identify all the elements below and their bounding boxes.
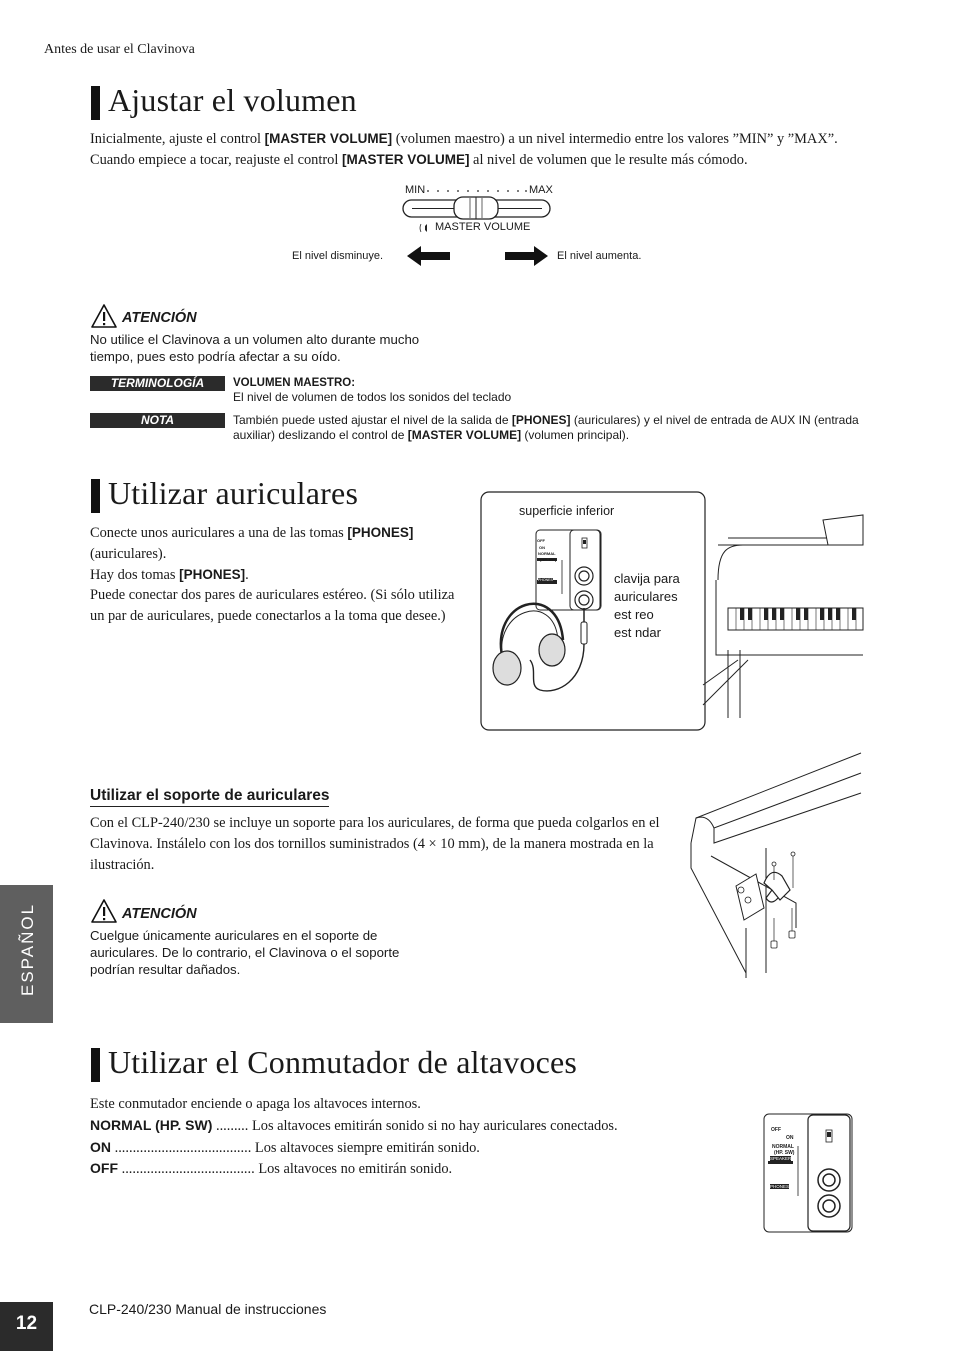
text: Conecte unos auriculares a una de las tomas [90,525,348,541]
paragraph-line: Puede conectar dos pares de auriculares estéreo. (Si sólo utiliza un par de auriculares, puede conectarlos a la toma que desee.) [90,587,455,625]
caution-text: Cuelgue únicamente auriculares en el soporte de auriculares. De lo contrario, el Clavinova o el soporte podrían resultar dañados. [90,928,400,977]
terminology-title: VOLUMEN MAESTRO: [233,377,356,389]
volume-paragraph [90,129,880,171]
speaker-switch-text [90,1094,710,1180]
item-term: ON [90,1138,111,1155]
item-term: NORMAL (HP. SW) [90,1116,213,1133]
text: Inicialmente, ajuste el control [90,131,265,147]
speaker-intro: Este conmutador enciende o apaga los altavoces internos. [90,1096,421,1112]
control-name: [MASTER VOLUME] [341,151,470,167]
control-name: [PHONES] [179,566,246,582]
page-number: 12 [0,1302,53,1351]
text: al nivel de volumen que le resulte más cómodo. [469,151,748,168]
switch-off-label: OFF [771,1127,781,1133]
caution-title: ATENCIÓN [122,906,197,922]
subsection-title: Utilizar el soporte de auriculares [90,787,329,807]
text: (volumen maestro) a un nivel intermedio entre los valores ”MIN” y ”MAX”. Cuando empiece a tocar, reajuste el control [90,131,838,168]
speaker-label: SPEAKER [770,1156,792,1161]
decrease-caption: El nivel disminuye. [292,250,384,262]
item-desc: Los altavoces no emitirán sonido. [258,1161,453,1178]
paragraph-line [90,523,462,565]
arrow-right-icon [504,244,548,268]
caution-title: ATENCIÓN [122,310,197,326]
dot-leader: ......... [212,1117,252,1134]
speaker-icon [425,224,427,232]
text: (volumen principal). [521,428,630,442]
switch-normal-label: NORMAL [772,1144,794,1150]
control-name: [MASTER VOLUME] [264,131,393,146]
terminology-tag: TERMINOLOGÍA [90,376,225,391]
text: (auriculares). [90,545,167,562]
text: También puede usted ajustar el nivel de la salida de [233,413,512,427]
section-title-speaker: Utilizar el Conmutador de altavoces [108,1044,578,1080]
warning-icon [90,898,118,924]
switch-on-label: ON [786,1135,794,1141]
speaker-item [90,1115,710,1137]
terminology-text: El nivel de volumen de todos los sonidos del teclado [233,390,512,404]
running-header: Antes de usar el Clavinova [44,42,195,57]
surface-label: superficie inferior [519,504,615,518]
max-label: MAX [529,184,553,196]
control-name: [PHONES] [347,525,414,540]
dot-leader: ..................................... [118,1161,259,1178]
switch-off-label: OFF [537,538,545,543]
dot-leader: ...................................... [111,1139,255,1156]
jack-label-line: auriculares [614,589,678,604]
jack-label-line: est ndar [614,625,661,640]
speaker-item [90,1137,710,1159]
heading-bar [91,86,100,120]
speaker-item [90,1158,710,1180]
item-desc: Los altavoces emitirán sonido si no hay auriculares conectados. [251,1117,618,1134]
caution-text: No utilice el Clavinova a un volumen alto durante mucho tiempo, pues esto podría afectar a su oído. [90,332,420,364]
master-volume-label: MASTER VOLUME [435,221,531,233]
switch-normal-label: NORMAL [538,551,556,556]
item-desc: Los altavoces siempre emitirán sonido. [254,1139,480,1156]
footer-text: CLP-240/230 Manual de instrucciones [89,1301,327,1317]
paragraph-line [90,565,462,586]
subsection-text: Con el CLP-240/230 se incluye un soporte para los auriculares, de forma que pueda colgarlos en el Clavinova. Instálelo con los dos tornillos suministrados (4 × 10 mm), de la manera mostrada en la ilustración. [90,815,660,873]
control-name: [MASTER VOLUME] [407,428,522,442]
text: . [245,566,249,583]
min-label: MIN [405,184,426,196]
note-tag: NOTA [90,413,225,428]
headphones-paragraph [90,523,462,627]
note-text [233,413,863,443]
heading-bar [91,479,100,513]
arrow-left-icon [407,244,451,268]
jack-label-line: clavija para [614,571,680,586]
language-tab-label: ESPAÑOL [18,902,37,996]
phones-label: PHONES [538,578,553,582]
section-title-volume: Ajustar el volumen [108,82,357,118]
increase-caption: El nivel aumenta. [557,250,642,262]
switch-on-label: ON [539,545,545,550]
warning-icon [90,303,118,329]
text: Hay dos tomas [90,566,180,583]
item-term: OFF [90,1160,118,1177]
headphone-holder-illustration [686,748,866,983]
phones-label: PHONES [770,1184,790,1189]
switch-hp-label: (HP. SW) [774,1150,795,1156]
jack-label [614,570,680,642]
jack-label-line: est reo [614,607,654,622]
control-name: [PHONES] [511,413,571,427]
heading-bar [91,1048,100,1082]
switch-hp-label: (HP. SW) [540,557,557,562]
text: (auriculares) y el nivel de entrada de AUX IN (entrada auxiliar) deslizando el control de [233,413,859,442]
section-title-headphones: Utilizar auriculares [108,475,359,511]
